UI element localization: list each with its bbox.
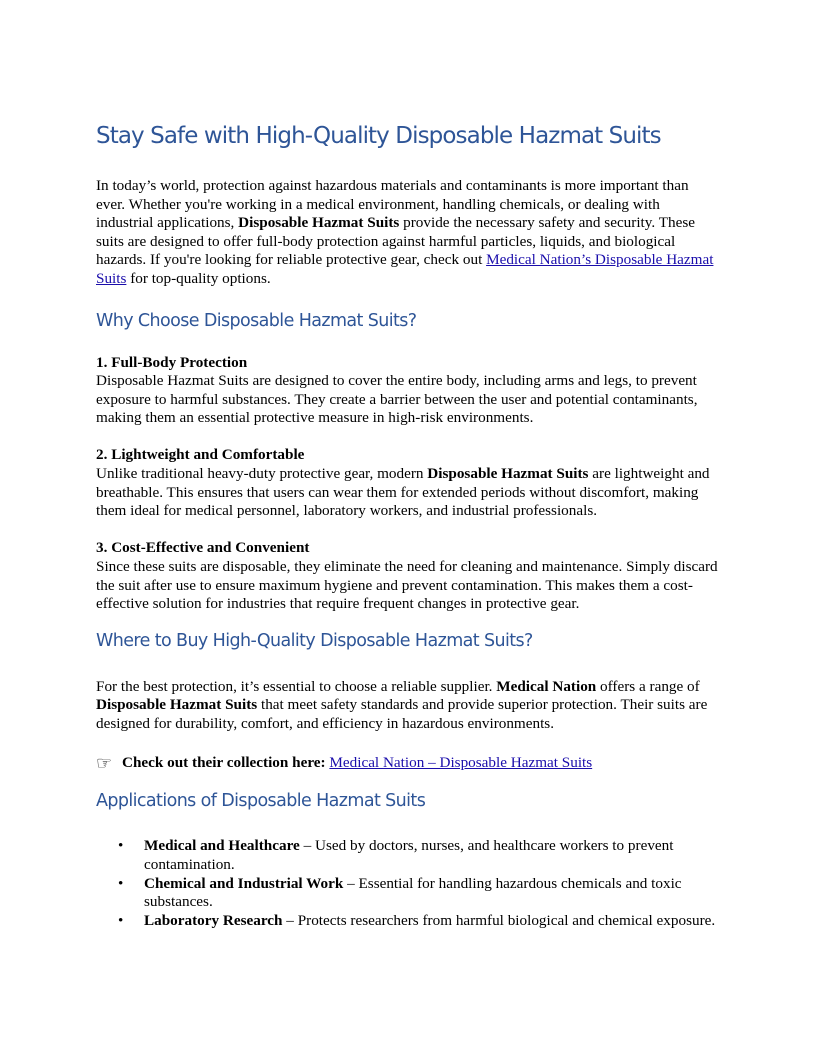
- list-item: • Laboratory Research – Protects researchers from harmful biological and chemical exposure.: [118, 911, 716, 929]
- applications-list: [96, 837, 720, 930]
- list-item: • Chemical and Industrial Work – Essential for handling hazardous chemicals and toxic substances.: [118, 874, 682, 911]
- benefit-3-title: 3. Cost-Effective and Convenient: [96, 539, 310, 557]
- cta-label: Check out their collection here:: [122, 754, 326, 772]
- benefit-2-title: 2. Lightweight and Comfortable: [96, 446, 305, 464]
- supplier-name: Medical Nation: [496, 677, 597, 695]
- benefit-lightweight: [96, 446, 720, 520]
- list-item: • Medical and Healthcare – Used by doctors, nurses, and healthcare workers to prevent contamination.: [118, 837, 674, 874]
- bullet-icon: •: [118, 911, 124, 929]
- bullet-icon: •: [118, 874, 124, 892]
- document-page: [96, 118, 720, 930]
- where-bold-product: Disposable Hazmat Suits: [96, 696, 258, 714]
- intro-paragraph: [96, 177, 720, 289]
- intro-text-start: In today’s world, protection against hazardous materials and contaminants is more important than ever. Whether you're working in a medical environment, handling chemicals, or dealing with industrial applications,: [96, 177, 689, 232]
- page-title: Stay Safe with High-Quality Disposable Hazmat Suits: [96, 123, 661, 149]
- benefit-full-body: [96, 354, 720, 428]
- intro-text-middle: provide the necessary safety and security. These suits are designed to offer full-body protection against harmful particles, liquids, and biological hazards. If you're looking for reliable protective gear, check out: [96, 214, 695, 269]
- intro-bold-product: Disposable Hazmat Suits: [238, 214, 400, 232]
- applications-heading: Applications of Disposable Hazmat Suits: [96, 791, 426, 812]
- collection-link[interactable]: Medical Nation – Disposable Hazmat Suits: [329, 754, 593, 772]
- benefit-cost-effective: [96, 539, 720, 613]
- collection-cta: [96, 753, 720, 773]
- why-heading: Why Choose Disposable Hazmat Suits?: [96, 310, 417, 331]
- benefit-3-text: Since these suits are disposable, they eliminate the need for cleaning and maintenance. Simply discard the suit after use to ensure maximum hygiene and prevent contamination. This makes them a cost-effective solution for industries that require frequent changes in protective gear.: [96, 557, 718, 613]
- benefit-2-bold: Disposable Hazmat Suits: [427, 465, 589, 483]
- intro-product-link[interactable]: Medical Nation’s Disposable Hazmat Suits: [96, 251, 714, 287]
- benefit-1-title: 1. Full-Body Protection: [96, 353, 248, 371]
- benefit-1-text: Disposable Hazmat Suits are designed to cover the entire body, including arms and legs, to prevent exposure to harmful substances. They create a barrier between the user and potential contaminants, making them an essential protective measure in high-risk environments.: [96, 372, 698, 427]
- where-paragraph: For the best protection, it’s essential to choose a reliable supplier. Medical Nation offers a range of Disposable Hazmat Suits that meet safety standards and provide superior protection. Their suits are designed for durability, comfort, and efficiency in hazardous environments.: [96, 677, 708, 732]
- pointing-hand-icon: ☞: [96, 753, 113, 775]
- benefit-2-text: Unlike traditional heavy-duty protective gear, modern Disposable Hazmat Suits are lightweight and breathable. This ensures that users can wear them for extended periods without discomfort, making them ideal for medical personnel, laboratory workers, and industrial professionals.: [96, 465, 710, 520]
- intro-text-end: for top-quality options.: [126, 269, 271, 287]
- bullet-icon: •: [118, 837, 124, 855]
- where-heading: Where to Buy High-Quality Disposable Hazmat Suits?: [96, 630, 533, 651]
